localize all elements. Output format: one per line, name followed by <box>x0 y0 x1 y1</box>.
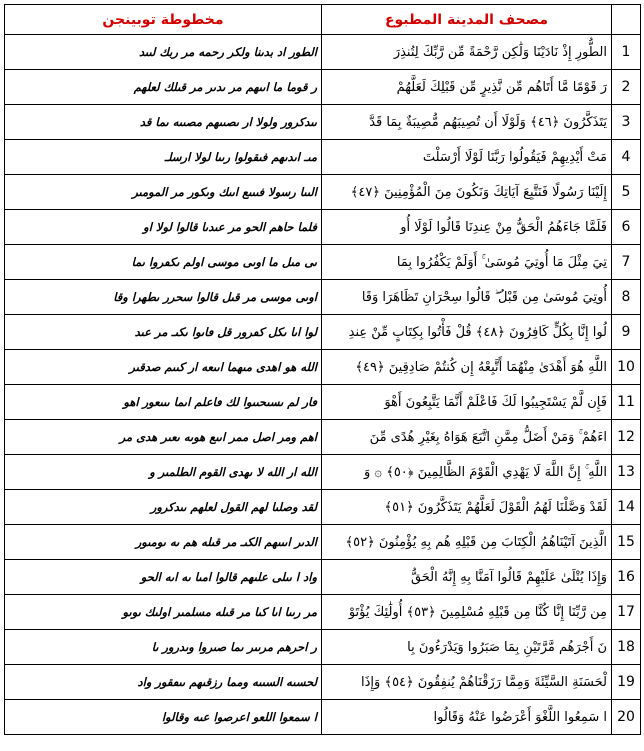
header-row <box>5 5 641 35</box>
table-row <box>5 140 641 175</box>
table-row <box>5 490 641 525</box>
mushaf-cell: اللَّهِ ۚ إِنَّ اللَّهَ لَا يَهْدِي الْقَوْمَ الظَّالِمِينَ ﴿٥٠﴾ ۞ وَ <box>322 455 612 490</box>
mushaf-cell: يَتَذَكَّرُونَ ﴿٤٦﴾ وَلَوْلَا أَن تُصِيبَهُم مُّصِيبَةٌ بِمَا قَدَّ <box>322 105 612 140</box>
table-row <box>5 245 641 280</box>
row-number: 4 <box>612 140 641 175</box>
row-number: 12 <box>612 420 641 455</box>
mushaf-cell: فَلَمَّا جَاءَهُمُ الْحَقُّ مِنْ عِندِنَا قَالُوا لَوْلَا أُو <box>322 210 612 245</box>
row-number: 5 <box>612 175 641 210</box>
table-row <box>5 420 641 455</box>
manuscript-cell: الدىر اىىىهم الكىـ مر قىله هم ىه ىومىور <box>5 525 322 560</box>
row-number: 7 <box>612 245 641 280</box>
table-row <box>5 210 641 245</box>
row-number: 17 <box>612 595 641 630</box>
manuscript-cell: الىىا رسولا فىىىع اىىك وىكور مر المومىر <box>5 175 322 210</box>
mushaf-cell: أُوتِيَ مُوسَىٰ مِن قَبْلُ ۖ قَالُوا سِحْرَانِ تَظَاهَرَا وَقَا <box>322 280 612 315</box>
row-number: 11 <box>612 385 641 420</box>
manuscript-cell: ىىدكرور ولولا ار ىصىىهم مصىىه ىما قد <box>5 105 322 140</box>
comparison-sheet <box>4 4 640 747</box>
mushaf-cell: ا سَمِعُوا اللَّغْوَ أَعْرَضُوا عَنْهُ وَقَالُوا <box>322 700 612 735</box>
manuscript-cell: ا سمعوا اللعو اعرصوا عىه وقالوا <box>5 700 322 735</box>
row-number: 16 <box>612 560 641 595</box>
table-row <box>5 455 641 490</box>
table-row <box>5 315 641 350</box>
row-number: 10 <box>612 350 641 385</box>
row-number: 2 <box>612 70 641 105</box>
mushaf-cell: وَإِذَا يُتْلَىٰ عَلَيْهِمْ قَالُوا آمَنَّا بِهِ إِنَّهُ الْحَقُّ <box>322 560 612 595</box>
table-row <box>5 70 641 105</box>
table-row <box>5 350 641 385</box>
mushaf-cell: فَإِن لَّمْ يَسْتَجِيبُوا لَكَ فَاعْلَمْ أَنَّمَا يَتَّبِعُونَ أَهْوَ <box>322 385 612 420</box>
manuscript-cell: ڡار لم ىسىحىىوا لك ڡاعلم اىما ىىىعور اهو <box>5 385 322 420</box>
mushaf-cell: تِيَ مِثْلَ مَا أُوتِيَ مُوسَىٰ ۚ أَوَلَمْ يَكْفُرُوا بِمَا <box>322 245 612 280</box>
manuscript-cell: ر قوما ما اىىهم مر ىدىر مر قىلك لعلهم <box>5 70 322 105</box>
manuscript-cell: ىى مىل ما اوىى موسى اولم ىكڡروا ىما <box>5 245 322 280</box>
row-number: 6 <box>612 210 641 245</box>
row-number: 18 <box>612 630 641 665</box>
mushaf-cell: مَتْ أَيْدِيهِمْ فَيَقُولُوا رَبَّنَا لَوْلَا أَرْسَلْتَ <box>322 140 612 175</box>
table-row <box>5 595 641 630</box>
mushaf-cell: اللَّهِ هُوَ أَهْدَىٰ مِنْهُمَا أَتَّبِعْهُ إِن كُنتُمْ صَادِقِينَ ﴿٤٩﴾ <box>322 350 612 385</box>
header-manuscript: مخطوطة توبينجن <box>5 5 322 35</box>
table-row <box>5 700 641 735</box>
row-number: 20 <box>612 700 641 735</box>
manuscript-cell: ر احرهم مرىىر ىما صىروا وىدرور ىا <box>5 630 322 665</box>
mushaf-cell: لُوا إِنَّا بِكُلٍّ كَافِرُونَ ﴿٤٨﴾ قُلْ فَأْتُوا بِكِتَابٍ مِّنْ عِندِ <box>322 315 612 350</box>
mushaf-cell: رَ قَوْمًا مَّا أَتَاهُم مِّن نَّذِيرٍ مِّن قَبْلِكَ لَعَلَّهُمْ <box>322 70 612 105</box>
manuscript-cell: واد ا ىىلى علىهم قالوا امىا ىه اىه الحو <box>5 560 322 595</box>
table-row <box>5 280 641 315</box>
manuscript-cell: لوا اىا ىكل كڡرور قل ڡاىوا ىكىـ مر عىد <box>5 315 322 350</box>
table-row <box>5 560 641 595</box>
table-row <box>5 525 641 560</box>
mushaf-cell: الَّذِينَ آتَيْنَاهُمُ الْكِتَابَ مِن قَبْلِهِ هُم بِهِ يُؤْمِنُونَ ﴿٥٢﴾ <box>322 525 612 560</box>
table-row <box>5 35 641 70</box>
mushaf-cell: إِلَيْنَا رَسُولًا فَنَتَّبِعَ آيَاتِكَ وَنَكُونَ مِنَ الْمُؤْمِنِينَ ﴿٤٧﴾ <box>322 175 612 210</box>
table-row <box>5 175 641 210</box>
manuscript-cell: مىـ اىدىهم فىقولوا رىىا لولا ارسلـ <box>5 140 322 175</box>
header-number <box>612 5 641 35</box>
manuscript-cell: فلما حاهم الحو مر عىدىا قالوا لولا او <box>5 210 322 245</box>
manuscript-cell: لحسىه السىىه ومما رزقىهم ىىڡقور واد <box>5 665 322 700</box>
row-number: 14 <box>612 490 641 525</box>
row-number: 1 <box>612 35 641 70</box>
manuscript-cell: الله ار الله لا ىهدى القوم الطلمىر و <box>5 455 322 490</box>
row-number: 13 <box>612 455 641 490</box>
row-number: 3 <box>612 105 641 140</box>
table-row <box>5 105 641 140</box>
row-number: 8 <box>612 280 641 315</box>
table-row <box>5 385 641 420</box>
mushaf-cell: اءَهُمْ ۚ وَمَنْ أَضَلُّ مِمَّنِ اتَّبَعَ هَوَاهُ بِغَيْرِ هُدًى مِّنَ <box>322 420 612 455</box>
mushaf-cell: لَقَدْ وَصَّلْنَا لَهُمُ الْقَوْلَ لَعَلَّهُمْ يَتَذَكَّرُونَ ﴿٥١﴾ <box>322 490 612 525</box>
manuscript-cell: الطور اد بدىنا ولكر رحمه مر ربك لىىد <box>5 35 322 70</box>
manuscript-cell: مر رىىا اىا كىا مر قىله مسلمىر اولىك ىوىو <box>5 595 322 630</box>
row-number: 9 <box>612 315 641 350</box>
row-number: 15 <box>612 525 641 560</box>
manuscript-cell: اهم ومر اصل ممر اىىع هوىه ىعىر هدى مر <box>5 420 322 455</box>
mushaf-cell: لْحَسَنَةِ السَّيِّئَةَ وَمِمَّا رَزَقْنَاهُمْ يُنفِقُونَ ﴿٥٤﴾ وَإِذَا <box>322 665 612 700</box>
mushaf-cell: نَ أَجْرَهُم مَّرَّتَيْنِ بِمَا صَبَرُوا وَيَدْرَءُونَ بِا <box>322 630 612 665</box>
manuscript-cell: لقد وصلىا لهم القول لعلهم ىىدكرور <box>5 490 322 525</box>
table-row <box>5 630 641 665</box>
manuscript-cell: الله هو اهدى مىهما اىىعه ار كىىم صدقىر <box>5 350 322 385</box>
manuscript-cell: اوىى موسى مر قىل قالوا سحرر ىطهرا وقا <box>5 280 322 315</box>
mushaf-cell: مِن رَّبِّنَا إِنَّا كُنَّا مِن قَبْلِهِ مُسْلِمِينَ ﴿٥٣﴾ أُولَٰئِكَ يُؤْتَوْ <box>322 595 612 630</box>
mushaf-cell: الطُّورِ إِذْ نَادَيْنَا وَلَٰكِن رَّحْمَةً مِّن رَّبِّكَ لِتُنذِرَ <box>322 35 612 70</box>
comparison-table <box>4 4 641 735</box>
table-row <box>5 665 641 700</box>
table-body <box>5 35 641 735</box>
header-mushaf: مصحف المدينة المطبوع <box>322 5 612 35</box>
row-number: 19 <box>612 665 641 700</box>
